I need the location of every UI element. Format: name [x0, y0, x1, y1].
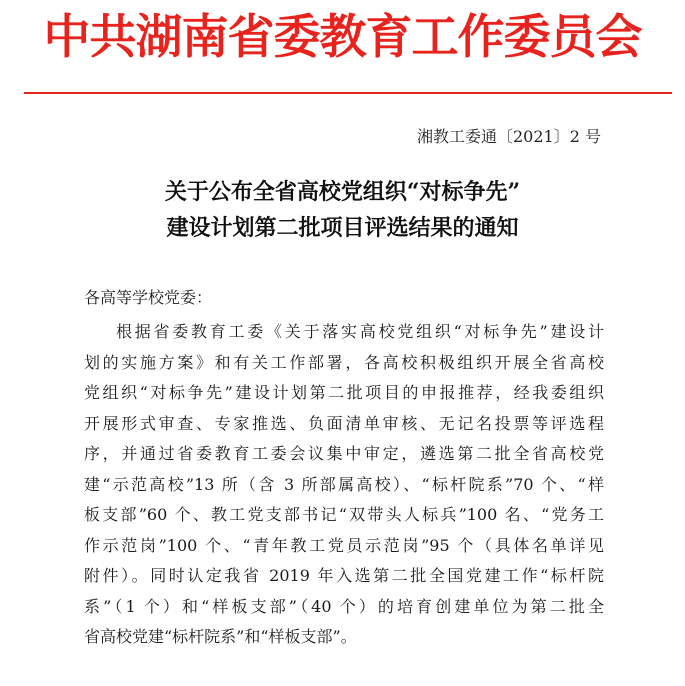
body-line: 系”（1 个）和“样板支部”（40 个）的培育创建单位为第二批全: [84, 596, 604, 616]
notice-title: [0, 174, 685, 246]
body-line: 党组织“对标争先”建设计划第二批项目的申报推荐，经我委组织: [84, 383, 604, 402]
body-line: 划的实施方案》和有关工作部署，各高校积极组织开展全省高校: [84, 352, 604, 372]
masthead-title: 中共湖南省委教育工作委员会: [43, 10, 642, 65]
body-line: 省高校党建“标杆院系”和“样板支部”。: [84, 627, 357, 646]
body-line: 板支部”60 个、教工党支部书记“双带头人标兵”100 名、“党务工: [84, 505, 604, 524]
body-line: 开展形式审查、专家推选、负面清单审核、无记名投票等评选程: [84, 413, 604, 433]
body-line: 根据省委教育工委《关于落实高校党组织“对标争先”建设计: [116, 322, 604, 341]
red-divider-rule: [24, 92, 672, 94]
document-number: 湘教工委通〔2021〕2 号: [417, 127, 601, 146]
notice-title-line-1: 关于公布全省高校党组织“对标争先”: [164, 179, 521, 205]
body-paragraph: [84, 317, 604, 653]
salutation: 各高等学校党委：: [84, 288, 213, 307]
body-line: 附件）。同时认定我省 2019 年入选第二批全国党建工作“标杆院: [84, 566, 604, 585]
body-line: 序，并通过省委教育工委会议集中审定，遴选第二批全省高校党: [84, 444, 604, 463]
notice-title-line-2: 建设计划第二批项目评选结果的通知: [166, 215, 519, 241]
body-line: 作示范岗”100 个、“青年教工党员示范岗”95 个（具体名单详见: [84, 535, 604, 555]
body-line: 建“示范高校”13 所（含 3 所部属高校）、“标杆院系”70 个、“样: [84, 474, 604, 494]
